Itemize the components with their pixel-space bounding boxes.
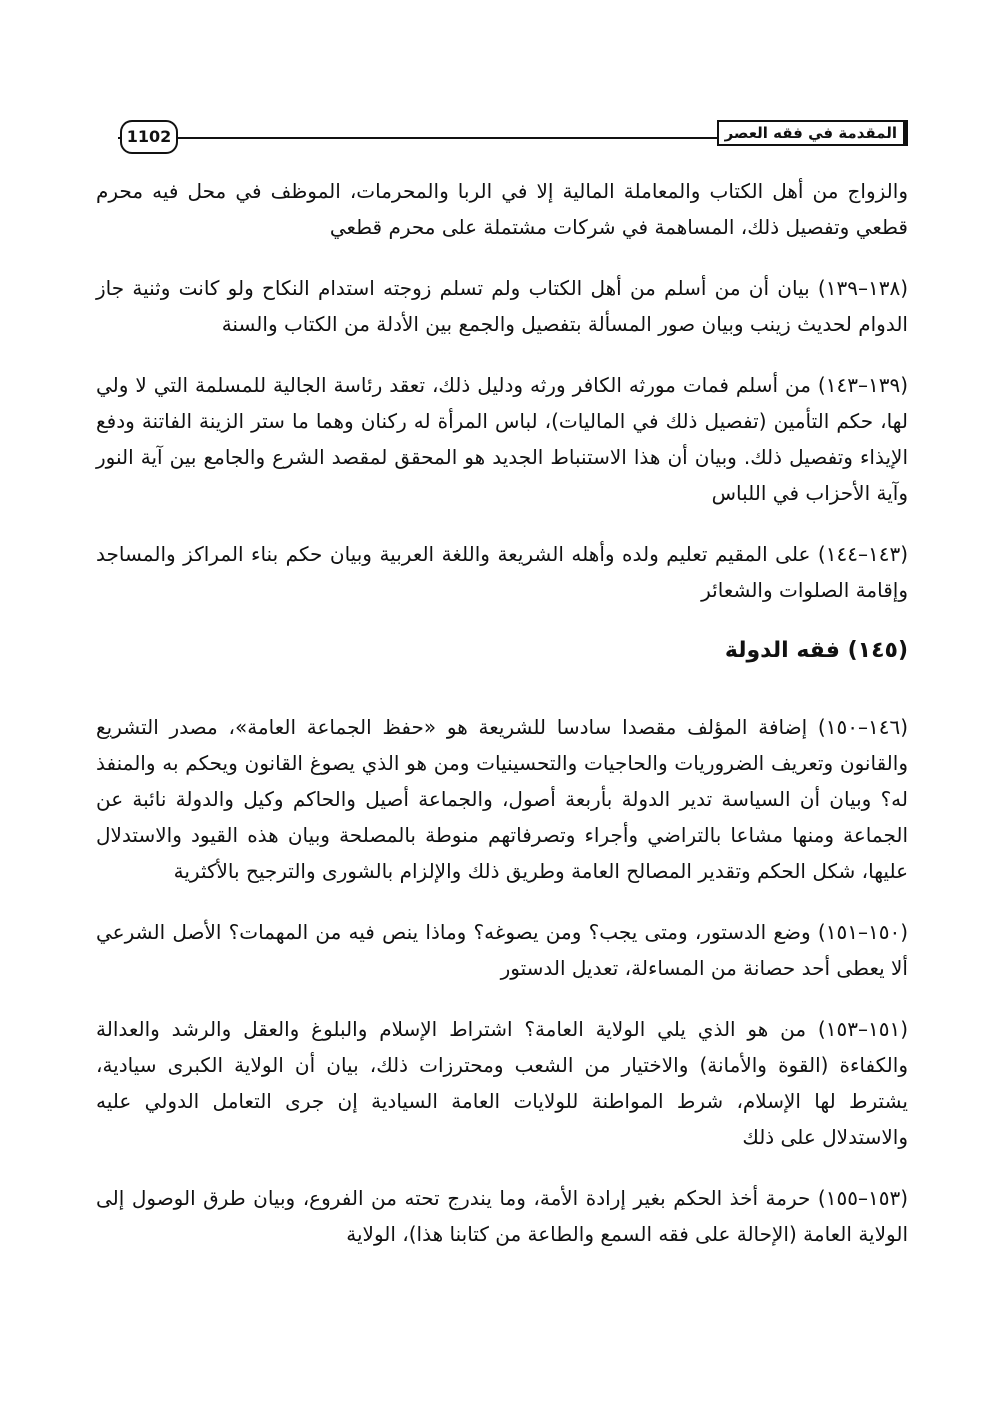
section-paragraph-1: (١٤٦–١٥٠) إضافة المؤلف مقصدا سادسا للشريعة هو «حفظ الجماعة العامة»، مصدر التشريع والقانون وتعريف الضروريات والحاجيات والتحسينيات ومن هو الذي يصوغ القانون ويحكم به والمنفذ له؟ وبيان أن السياسة تدير الدولة بأربعة أصول، والجماعة أصيل والحاكم وكيل والدولة نائبة عن الجماعة ومنها مشاعا بالتراضي وأجراء وتصرفاتهم منوطة بالمصلحة وبيان هذه القيود والاستدلال عليها، شكل الحكم وتقدير المصالح العامة وطريق ذلك والإلزام بالشورى والترجيح بالأكثرية — [96, 715, 908, 883]
book-title: المقدمة في فقه العصر — [717, 120, 908, 146]
section-paragraph-2: (١٥٠–١٥١) وضع الدستور، ومتى يجب؟ ومن يصوغه؟ وماذا ينص فيه من المهمات؟ الأصل الشرعي ألا يعطى أحد حصانة من المساءلة، تعديل الدستور — [96, 920, 908, 980]
section-heading: (١٤٥) فقه الدولة — [724, 638, 908, 663]
page-number: 1102 — [120, 120, 178, 154]
section-paragraph-3: (١٥١–١٥٣) من هو الذي يلي الولاية العامة؟ اشتراط الإسلام والبلوغ والعقل والرشد والعدالة والكفاءة (القوة والأمانة) والاختيار من الشعب ومحترزات ذلك، بيان أن الولاية الكبرى سيادية، يشترط لها الإسلام، شرط المواطنة للولايات العامة السيادية إن جرى التعامل الدولي عليه والاستدلال على ذلك — [96, 1017, 908, 1149]
paragraph-4: (١٤٣–١٤٤) على المقيم تعليم ولده وأهله الشريعة واللغة العربية وبيان حكم بناء المراكز والمساجد وإقامة الصلوات والشعائر — [96, 542, 908, 602]
page-body — [96, 173, 908, 1277]
paragraph-1: والزواج من أهل الكتاب والمعاملة المالية إلا في الربا والمحرمات، الموظف في محل فيه محرم قطعي وتفصيل ذلك، المساهمة في شركات مشتملة على محرم قطعي — [96, 179, 908, 239]
page-header — [118, 118, 908, 156]
section-paragraph-4: (١٥٣–١٥٥) حرمة أخذ الحكم بغير إرادة الأمة، وما يندرج تحته من الفروع، وبيان طرق الوصول إلى الولاية العامة (الإحالة على فقه السمع والطاعة من كتابنا هذا)، الولاية — [96, 1186, 908, 1246]
paragraph-3: (١٣٩–١٤٣) من أسلم فمات مورثه الكافر ورثه ودليل ذلك، تعقد رئاسة الجالية للمسلمة التي لا ولي لها، حكم التأمين (تفصيل ذلك في الماليات)، لباس المرأة له ركنان وهما ما ستر الزينة الفاتنة ودفع الإيذاء وتفصيل ذلك. وبيان أن هذا الاستنباط الجديد هو المحقق لمقصد الشرع والجامع بين آية النور وآية الأحزاب في اللباس — [96, 373, 908, 505]
paragraph-2: (١٣٨–١٣٩) بيان أن من أسلم من أهل الكتاب ولم تسلم زوجته استدام النكاح ولو كانت وثنية جاز الدوام لحديث زينب وبيان صور المسألة بتفصيل والجمع بين الأدلة من الكتاب والسنة — [96, 276, 908, 336]
